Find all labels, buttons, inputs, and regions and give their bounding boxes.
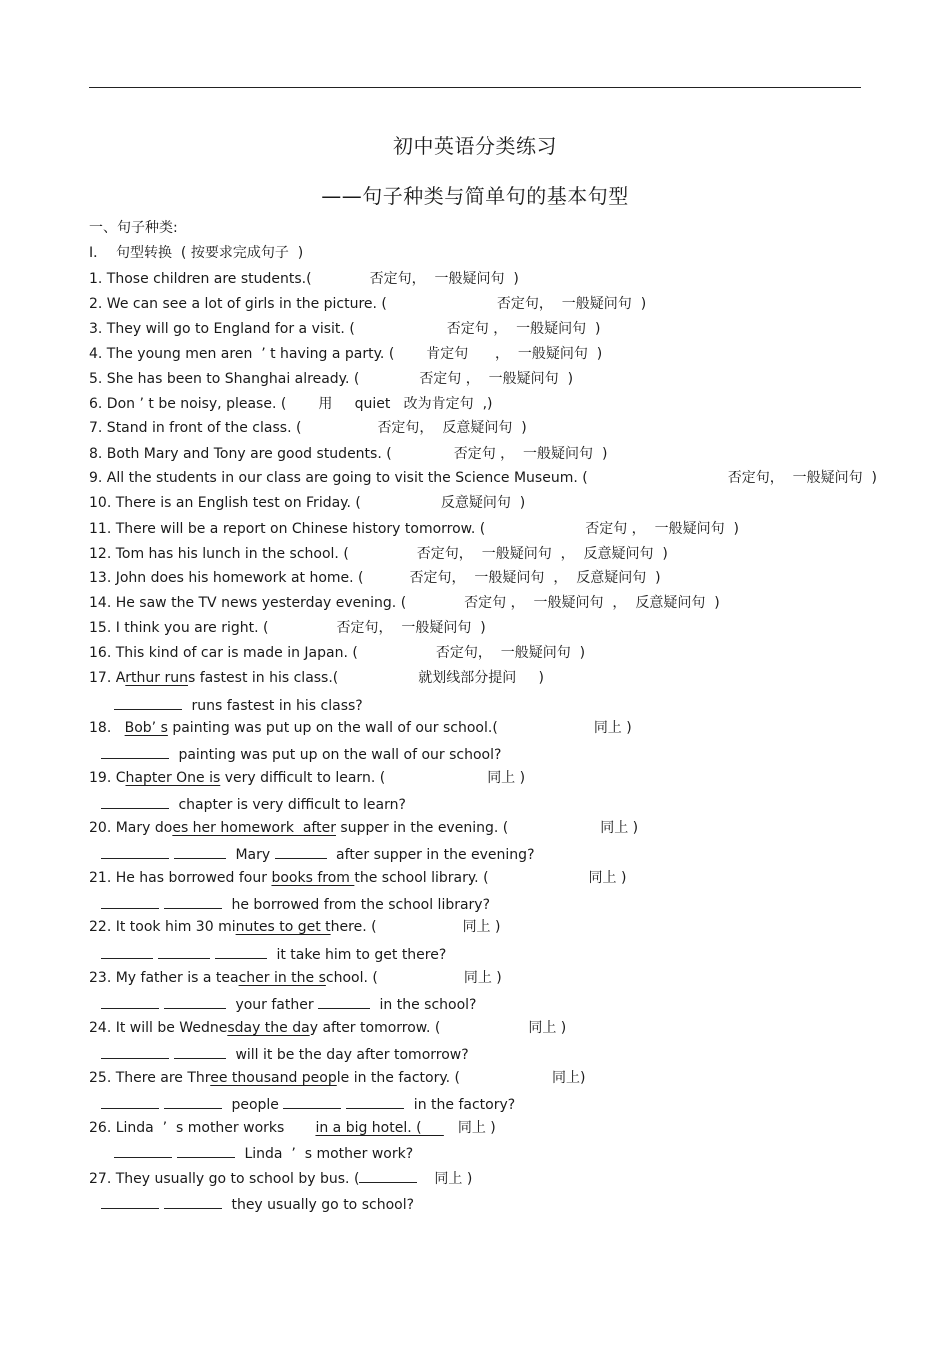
answer-blank[interactable]	[275, 844, 327, 859]
answer-blank[interactable]	[101, 1044, 169, 1059]
question-11: 11. There will be a report on Chinese history tomorrow. ( 否定句 ， 一般疑问句 )	[89, 521, 739, 537]
question-26: 26. Linda ’ s mother works in a big hotel. ( 同上 )	[89, 1120, 496, 1136]
question-23: 23. My father is a teacher in the school. ( 同上 )	[89, 970, 502, 986]
page-subtitle: ——句子种类与简单句的基本句型	[321, 184, 629, 208]
question-7: 7. Stand in front of the class. ( 否定句， 反意疑问句 )	[89, 420, 527, 436]
question-9: 9. All the students in our class are going to visit the Science Museum. ( 否定句， 一般疑问句 )	[89, 470, 877, 486]
answer-17: runs fastest in his class?	[114, 695, 363, 715]
answer-blank[interactable]	[101, 844, 169, 859]
question-21: 21. He has borrowed four books from the school library. ( 同上 )	[89, 870, 627, 886]
question-24: 24. It will be Wednesday the day after tomorrow. ( 同上 )	[89, 1020, 567, 1036]
answer-blank[interactable]	[101, 744, 169, 759]
answer-blank[interactable]	[164, 994, 226, 1009]
question-17: 17. Arthur runs fastest in his class.( 就划线部分提问 )	[89, 670, 544, 686]
answer-23: your father in the school?	[101, 994, 476, 1014]
answer-27: they usually go to school?	[101, 1194, 414, 1214]
question-10: 10. There is an English test on Friday. ( 反意疑问句 )	[89, 495, 526, 511]
answer-blank[interactable]	[283, 1094, 341, 1109]
answer-19: chapter is very difficult to learn?	[101, 794, 406, 814]
answer-blank[interactable]	[114, 695, 182, 710]
question-1: 1. Those children are students.( 否定句， 一般疑问句 )	[89, 271, 519, 287]
question-12: 12. Tom has his lunch in the school. ( 否定句， 一般疑问句 ， 反意疑问句 )	[89, 546, 668, 562]
answer-blank[interactable]	[101, 794, 169, 809]
answer-blank[interactable]	[359, 1168, 417, 1183]
question-3: 3. They will go to England for a visit. ( 否定句 ， 一般疑问句 )	[89, 321, 601, 337]
answer-blank[interactable]	[318, 994, 370, 1009]
answer-blank[interactable]	[101, 944, 153, 959]
question-8: 8. Both Mary and Tony are good students. ( 否定句 ， 一般疑问句 )	[89, 446, 608, 462]
question-22: 22. It took him 30 minutes to get there. ( 同上 )	[89, 919, 501, 935]
question-5: 5. She has been to Shanghai already. ( 否定句 ， 一般疑问句 )	[89, 371, 574, 387]
answer-22: it take him to get there?	[101, 944, 446, 964]
answer-blank[interactable]	[101, 1094, 159, 1109]
answer-blank[interactable]	[164, 894, 222, 909]
question-27: 27. They usually go to school by bus. ( 同上 )	[89, 1168, 472, 1188]
answer-blank[interactable]	[177, 1143, 235, 1158]
top-rule	[89, 87, 861, 88]
question-19: 19. Chapter One is very difficult to learn. ( 同上 )	[89, 770, 526, 786]
answer-24: will it be the day after tomorrow?	[101, 1044, 469, 1064]
answer-blank[interactable]	[174, 844, 226, 859]
answer-blank[interactable]	[164, 1094, 222, 1109]
question-18: 18. Bob’ s painting was put up on the wall of our school.( 同上 )	[89, 720, 632, 736]
answer-blank[interactable]	[101, 1194, 159, 1209]
answer-21: he borrowed from the school library?	[101, 894, 490, 914]
part-heading: Ⅰ． 句型转换 ( 按要求完成句子 )	[89, 245, 304, 261]
question-15: 15. I think you are right. ( 否定句， 一般疑问句 )	[89, 620, 486, 636]
answer-blank[interactable]	[101, 994, 159, 1009]
question-25: 25. There are Three thousand people in the factory. ( 同上)	[89, 1070, 586, 1086]
answer-blank[interactable]	[164, 1194, 222, 1209]
question-6: 6. Don ’ t be noisy, please. ( 用 quiet 改为肯定句 ,)	[89, 396, 493, 412]
page-title: 初中英语分类练习	[393, 134, 557, 158]
question-13: 13. John does his homework at home. ( 否定句， 一般疑问句 ， 反意疑问句 )	[89, 570, 661, 586]
answer-blank[interactable]	[215, 944, 267, 959]
answer-20: Mary after supper in the evening?	[101, 844, 535, 864]
question-16: 16. This kind of car is made in Japan. ( 否定句， 一般疑问句 )	[89, 645, 586, 661]
question-4: 4. The young men aren ’ t having a party. ( 肯定句 ， 一般疑问句 )	[89, 346, 603, 362]
answer-18: painting was put up on the wall of our school?	[101, 744, 501, 764]
question-20: 20. Mary does her homework after supper in the evening. ( 同上 )	[89, 820, 639, 836]
answer-blank[interactable]	[158, 944, 210, 959]
answer-blank[interactable]	[101, 894, 159, 909]
question-14: 14. He saw the TV news yesterday evening. ( 否定句 ， 一般疑问句 ， 反意疑问句 )	[89, 595, 720, 611]
answer-blank[interactable]	[114, 1143, 172, 1158]
question-2: 2. We can see a lot of girls in the picture. ( 否定句， 一般疑问句 )	[89, 296, 647, 312]
answer-26: Linda ’ s mother work?	[114, 1143, 413, 1163]
answer-blank[interactable]	[346, 1094, 404, 1109]
section-heading: 一、句子种类:	[89, 220, 178, 236]
answer-25: people in the factory?	[101, 1094, 515, 1114]
answer-blank[interactable]	[174, 1044, 226, 1059]
